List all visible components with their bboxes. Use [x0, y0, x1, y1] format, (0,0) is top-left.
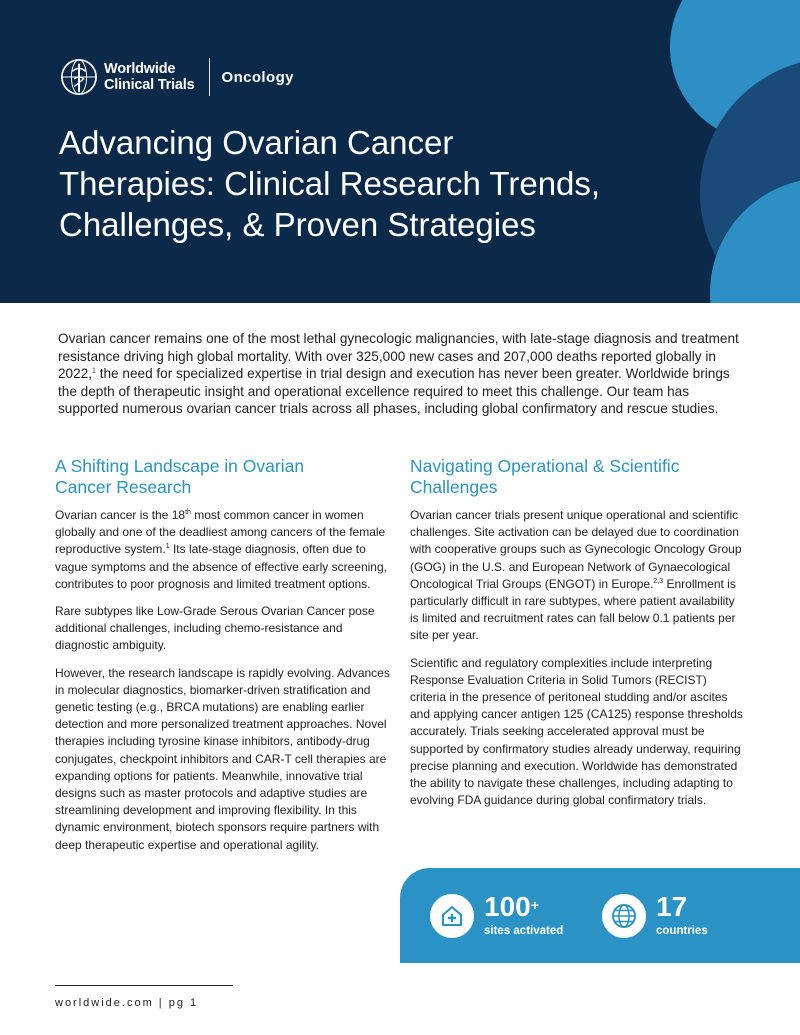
text-run: Ovarian cancer is the 18 [55, 508, 186, 522]
brand-logo [60, 58, 294, 96]
caduceus-globe-icon [60, 58, 98, 96]
brand-name [104, 61, 195, 93]
stat-label: sites activated [484, 925, 564, 937]
text-run: Ovarian cancer trials present unique operational and scientific challenges. Site activation can be delayed due to coordination with cooperative groups such as Gynecologic Oncology Group (GOG) in the U.S. and European Network of Gynaecological Oncological Trial Groups (ENGOT) in Europe. [410, 508, 742, 591]
footer-rule [55, 985, 233, 986]
right-paragraph-1 [410, 507, 745, 645]
left-column [55, 456, 390, 864]
reference-marker: 1 [165, 543, 170, 551]
stat-value: 100 [484, 891, 531, 922]
left-heading: A Shifting Landscape in Ovarian Cancer Research [55, 456, 305, 497]
stat-sites [430, 893, 563, 938]
text-run: most common cancer in women globally and one of the deadliest among cancers of the female reproductive system. [55, 508, 386, 557]
text-run: Its late-stage diagnosis, often due to vague symptoms and the absence of effective early screening, contributes to poor prognosis and limited treatment options. [55, 542, 387, 591]
page-title [59, 122, 679, 245]
brand-name-line1: Worldwide [104, 61, 176, 77]
title-line2: Therapies: Clinical Research Trends, [59, 165, 601, 202]
stat-countries [602, 893, 708, 938]
right-column [410, 456, 745, 819]
intro-paragraph [58, 330, 748, 418]
stat-suffix: + [530, 897, 539, 913]
stat-number [484, 893, 563, 921]
stats-panel [400, 868, 800, 963]
left-paragraph-3: However, the research landscape is rapidly evolving. Advances in molecular diagnostics, biomarker-driven stratification and genetic testing (e.g., BRCA mutations) are enabling earlier detection and more personalized treatment approaches. Novel therapies including tyrosine kinase inhibitors, antibody-drug conjugates, checkpoint inhibitors and CAR-T cell therapies are expanding options for patients. Meanwhile, innovative trial designs such as master protocols and adaptive studies are streamlining development and improving flexibility. In this dynamic environment, biotech sponsors require partners with deep therapeutic expertise and operational agility. [55, 665, 390, 852]
hospital-icon [430, 894, 474, 938]
hero-header [0, 0, 800, 303]
right-paragraph-2: Scientific and regulatory complexities include interpreting Response Evaluation Criteria in Solid Tumors (RECIST) criteria in the presence of peritoneal studding and/or ascites and applying cancer antigen 125 (CA125) response thresholds accurately. Trials seeking accelerated approval must be supported by confirmatory studies already underway, requiring precise planning and execution. Worldwide has demonstrated the ability to navigate these challenges, including adapting to evolving FDA guidance during global confirmatory trials. [410, 655, 743, 808]
logo-divider [209, 58, 210, 96]
right-heading: Navigating Operational & Scientific Challenges [410, 456, 680, 497]
intro-text-part1: Ovarian cancer remains one of the most lethal gynecologic malignancies, with late-stage diagnosis and treatment resistance driving high global mortality. With over 325,000 new cases and 207,000 deaths reported globally in 2022, [58, 331, 739, 382]
footer-text: worldwide.com | pg 1 [55, 997, 199, 1009]
stat-label: countries [656, 925, 708, 937]
title-line1: Advancing Ovarian Cancer [59, 124, 454, 161]
globe-icon [602, 894, 646, 938]
text-run: Enrollment is particularly difficult in rare subtypes, where patient availability is limited and recruitment rates can fall below 0.1 patients per site per year. [410, 576, 736, 643]
brand-name-line2: Clinical Trials [104, 77, 195, 93]
stat-number [656, 893, 708, 921]
title-line3: Challenges, & Proven Strategies [59, 206, 536, 243]
reference-marker: 2,3 [653, 577, 664, 585]
reference-marker: 1 [92, 367, 96, 375]
left-paragraph-2: Rare subtypes like Low-Grade Serous Ovarian Cancer pose additional challenges, including chemo-resistance and diagnostic ambiguity. [55, 604, 375, 653]
stat-value: 17 [656, 891, 688, 922]
division-name: Oncology [221, 68, 294, 86]
intro-text-part2: the need for specialized expertise in trial design and execution has never been greater. Worldwide brings the depth of therapeutic insight and operational excellence required to meet this challenge. Our team has supported numerous ovarian cancer trials across all phases, including global confirmatory and rescue studies. [58, 366, 730, 417]
left-paragraph-1 [55, 507, 390, 593]
ordinal-suffix: th [185, 509, 191, 516]
